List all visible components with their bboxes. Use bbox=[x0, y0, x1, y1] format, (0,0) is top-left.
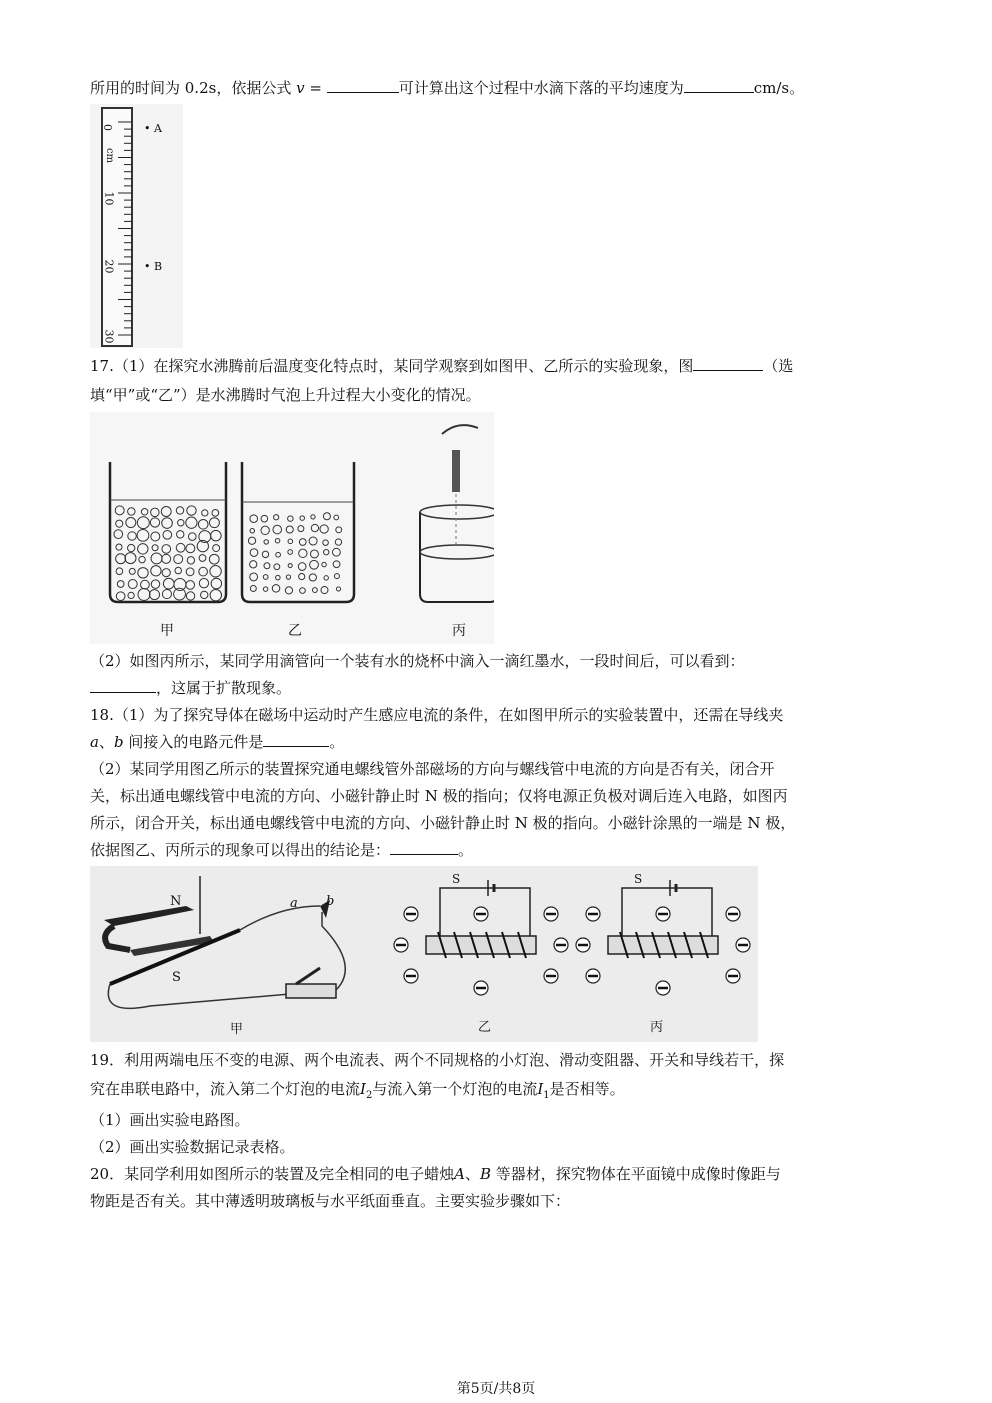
bubble bbox=[149, 590, 159, 600]
mark-a: A bbox=[154, 122, 162, 135]
bubble bbox=[264, 563, 270, 569]
bubble bbox=[309, 537, 317, 545]
bubble bbox=[286, 575, 290, 579]
bubble bbox=[263, 575, 268, 580]
figure-label-bing: 丙 bbox=[452, 623, 466, 639]
q17-part2-line-1 bbox=[90, 651, 745, 671]
bubble bbox=[128, 592, 134, 598]
bubble bbox=[250, 528, 255, 533]
bubble bbox=[250, 549, 258, 557]
text: （选 bbox=[763, 357, 794, 375]
bubble bbox=[276, 552, 281, 557]
bubble bbox=[151, 553, 162, 564]
clip-b-label: b bbox=[326, 894, 335, 909]
bubble bbox=[336, 527, 342, 533]
bubble bbox=[116, 520, 123, 527]
bubble bbox=[335, 539, 341, 545]
bubble bbox=[128, 544, 135, 551]
magnet-n-label: N bbox=[170, 894, 182, 909]
text: 填“甲”或“乙”）是水沸腾时气泡上升过程大小变化的情况。 bbox=[90, 386, 481, 404]
bubble bbox=[176, 507, 183, 514]
bubble bbox=[162, 518, 173, 529]
q18-line-6 bbox=[90, 840, 473, 860]
bubble bbox=[176, 543, 185, 552]
bubble bbox=[116, 592, 125, 601]
bubble bbox=[300, 588, 306, 594]
bubble bbox=[162, 554, 171, 563]
answer-blank[interactable] bbox=[693, 356, 763, 371]
bubble bbox=[188, 533, 196, 541]
bubble bbox=[336, 587, 340, 591]
bubble bbox=[311, 515, 315, 519]
text: ，这属于扩散现象。 bbox=[156, 679, 292, 697]
q20-line-1 bbox=[90, 1164, 781, 1184]
figure-label-yi: 乙 bbox=[288, 623, 302, 639]
text: 依据图乙、丙所示的现象可以得出的结论是： bbox=[90, 841, 391, 859]
bubble bbox=[177, 531, 184, 538]
bubble bbox=[114, 530, 123, 539]
text: 是否相等。 bbox=[549, 1080, 625, 1098]
bubble bbox=[116, 568, 123, 575]
text: 17.（1）在探究水沸腾前后温度变化特点时，某同学观察到如图甲、乙所示的实验现象，图 bbox=[90, 357, 694, 375]
bubble bbox=[175, 567, 181, 573]
bubble bbox=[209, 554, 219, 564]
bubble bbox=[322, 562, 326, 566]
bubble bbox=[298, 526, 304, 532]
unit: cm/s。 bbox=[753, 79, 805, 97]
bubble bbox=[137, 517, 149, 529]
candle-b: B bbox=[479, 1165, 491, 1183]
figure-label-jia: 甲 bbox=[160, 623, 174, 639]
bubble bbox=[151, 580, 159, 588]
q18-line-4 bbox=[90, 786, 788, 806]
bubble bbox=[288, 516, 294, 522]
bubble bbox=[116, 554, 126, 564]
bubble bbox=[186, 568, 194, 576]
text: 。 bbox=[458, 841, 474, 859]
bubble bbox=[310, 550, 318, 558]
clip-b: b bbox=[113, 733, 124, 751]
beakers-drawing bbox=[90, 412, 494, 644]
mark-a-label: • A bbox=[144, 122, 162, 135]
bubble bbox=[274, 564, 280, 570]
bubble bbox=[332, 548, 340, 556]
beakers-figure bbox=[90, 412, 494, 644]
bubble bbox=[210, 589, 221, 600]
text: （1）画出实验电路图。 bbox=[90, 1111, 250, 1129]
bubble bbox=[334, 574, 339, 579]
bubble bbox=[212, 510, 219, 517]
bubble bbox=[151, 508, 159, 516]
bubble bbox=[126, 517, 136, 527]
switch-label-yi: S bbox=[452, 872, 461, 886]
bubble bbox=[250, 515, 258, 523]
bubble bbox=[299, 549, 307, 557]
tick-label: 30 bbox=[102, 329, 116, 344]
bubble bbox=[178, 519, 184, 525]
answer-blank[interactable] bbox=[90, 678, 156, 693]
tick-label: 20 bbox=[102, 259, 116, 274]
answer-blank[interactable] bbox=[390, 840, 458, 855]
bubble bbox=[261, 526, 269, 534]
q17-line-2 bbox=[90, 385, 481, 405]
bubble bbox=[162, 545, 171, 554]
bubble bbox=[263, 587, 267, 591]
bubble bbox=[323, 513, 330, 520]
bubble bbox=[211, 530, 221, 540]
tick-label: 0 bbox=[101, 124, 114, 131]
bubble bbox=[174, 555, 183, 564]
text: （2）某同学用图乙所示的装置探究通电螺线管外部磁场的方向与螺线管中电流的方向是否有关，闭合开 bbox=[90, 760, 775, 778]
bubble bbox=[286, 526, 293, 533]
bubble bbox=[116, 544, 122, 550]
bubble bbox=[201, 591, 208, 598]
bubble bbox=[162, 569, 170, 577]
bubble bbox=[187, 506, 196, 515]
bubble bbox=[250, 561, 257, 568]
question-16-tail bbox=[90, 78, 804, 98]
bubble bbox=[151, 532, 160, 541]
q18-line-3 bbox=[90, 759, 775, 779]
answer-blank[interactable] bbox=[684, 78, 754, 93]
bubble bbox=[128, 508, 135, 515]
electromagnetism-figure bbox=[90, 866, 758, 1042]
bubble bbox=[129, 568, 135, 574]
bubble bbox=[272, 585, 280, 593]
bubble bbox=[141, 509, 147, 515]
bubble bbox=[128, 580, 137, 589]
text: 18.（1）为了探究导体在磁场中运动时产生感应电流的条件，在如图甲所示的实验装置中，还需在导线夹 bbox=[90, 706, 784, 724]
q19-line-1 bbox=[90, 1050, 784, 1070]
bubble bbox=[299, 573, 305, 579]
answer-blank[interactable] bbox=[263, 732, 329, 747]
bubble bbox=[276, 575, 281, 580]
bubble bbox=[162, 589, 171, 598]
q17-part2-line-2 bbox=[90, 678, 291, 698]
subscript: 1 bbox=[543, 1090, 550, 1101]
text: 等器材，探究物体在平面镜中成像时像距与 bbox=[490, 1165, 781, 1183]
bubble bbox=[211, 578, 222, 589]
bubble bbox=[138, 544, 148, 554]
bubble bbox=[300, 516, 305, 521]
bubble bbox=[273, 525, 282, 534]
bubble bbox=[202, 510, 208, 516]
bubble bbox=[141, 580, 150, 589]
bubble bbox=[163, 530, 172, 539]
bubble bbox=[288, 550, 293, 555]
text: 所示，闭合开关，标出通电螺线管中电流的方向、小磁针静止时 N 极的指向。小磁针涂黑的一端是 N 极， bbox=[90, 814, 796, 832]
ruler-figure bbox=[90, 104, 183, 348]
q19-step-1 bbox=[90, 1110, 250, 1130]
candle-a: A bbox=[454, 1165, 465, 1183]
bubble bbox=[115, 506, 124, 515]
mark-b-label: • B bbox=[144, 260, 163, 273]
bubble bbox=[139, 556, 145, 562]
q18-line-2 bbox=[90, 732, 344, 752]
text: 与流入第一个灯泡的电流 bbox=[372, 1080, 538, 1098]
bubble bbox=[285, 587, 292, 594]
ruler-drawing bbox=[90, 104, 183, 348]
bubble bbox=[309, 574, 316, 581]
bubble bbox=[274, 515, 279, 520]
answer-blank[interactable] bbox=[327, 78, 399, 93]
clip-a-label: a bbox=[290, 896, 298, 911]
text: （2）画出实验数据记录表格。 bbox=[90, 1138, 295, 1156]
clip-a: a bbox=[90, 733, 99, 751]
text: 、 bbox=[464, 1165, 480, 1183]
bubble bbox=[137, 529, 149, 541]
bubble bbox=[138, 588, 150, 600]
bubble bbox=[128, 532, 136, 540]
q17-line-1 bbox=[90, 356, 793, 376]
bubble bbox=[209, 518, 219, 528]
mark-b: B bbox=[154, 260, 163, 273]
bubble bbox=[321, 587, 328, 594]
bubble bbox=[248, 537, 255, 544]
bubble bbox=[199, 555, 206, 562]
bubble bbox=[198, 519, 208, 529]
subscript: 2 bbox=[365, 1090, 373, 1101]
bubble bbox=[186, 544, 195, 553]
text: 。 bbox=[329, 733, 345, 751]
text: （2）如图丙所示，某同学用滴管向一个装有水的烧杯中滴入一滴红墨水，一段时间后，可以看到： bbox=[90, 652, 745, 670]
bubble bbox=[299, 539, 306, 546]
bubble bbox=[324, 549, 329, 554]
velocity-symbol: v bbox=[296, 79, 305, 97]
page-footer: 第5页/共8页 bbox=[456, 1381, 536, 1397]
text: 20．某同学利用如图所示的装置及完全相同的电子蜡烛 bbox=[90, 1165, 455, 1183]
text: 、 bbox=[98, 733, 114, 751]
bubble bbox=[186, 581, 195, 590]
bubble bbox=[187, 557, 194, 564]
text: 19．利用两端电压不变的电源、两个电流表、两个不同规格的小灯泡、滑动变阻器、开关和导线若干，探 bbox=[90, 1051, 785, 1069]
bubble bbox=[320, 525, 328, 533]
bubble bbox=[163, 578, 174, 589]
unit-label: cm bbox=[104, 147, 116, 164]
bubble bbox=[288, 564, 292, 568]
q18-line-5 bbox=[90, 813, 795, 833]
switch-label-bing: S bbox=[634, 872, 643, 886]
current-i1: I bbox=[537, 1080, 544, 1098]
figure-label-yi: 乙 bbox=[478, 1020, 492, 1035]
q18-line-1 bbox=[90, 705, 783, 725]
bubble bbox=[250, 573, 258, 581]
bubble bbox=[288, 539, 293, 544]
tick-label: 10 bbox=[102, 191, 116, 206]
bubble bbox=[311, 524, 318, 531]
bubble bbox=[334, 515, 339, 520]
bubble bbox=[261, 515, 268, 522]
bubble bbox=[199, 579, 208, 588]
bubble bbox=[186, 592, 194, 600]
text: 关，标出通电螺线管中电流的方向、小磁针静止时 N 极的指向；仅将电源正负极对调后连入电路，如图丙 bbox=[90, 787, 788, 805]
bubble bbox=[150, 518, 159, 527]
figure-label-bing: 丙 bbox=[650, 1020, 664, 1035]
figure-label-jia: 甲 bbox=[230, 1022, 244, 1037]
bubble bbox=[125, 553, 136, 564]
bubble bbox=[138, 568, 148, 578]
bubble bbox=[323, 540, 329, 546]
bubble bbox=[275, 538, 280, 543]
bubble bbox=[151, 566, 161, 576]
text: 物距是否有关。其中薄透明玻璃板与水平纸面垂直。主要实验步骤如下： bbox=[90, 1192, 571, 1210]
q19-line-2 bbox=[90, 1079, 625, 1106]
bubble bbox=[312, 588, 317, 593]
q19-step-2 bbox=[90, 1137, 295, 1157]
bubble bbox=[250, 585, 256, 591]
text: 究在串联电路中，流入第二个灯泡的电流 bbox=[90, 1080, 361, 1098]
text: 间接入的电路元件是 bbox=[123, 733, 264, 751]
bubble bbox=[310, 560, 319, 569]
bubble bbox=[262, 551, 268, 557]
bubble bbox=[199, 567, 208, 576]
text: 可计算出这个过程中水滴下落的平均速度为 bbox=[398, 79, 684, 97]
bubble bbox=[333, 561, 340, 568]
current-i2: I bbox=[360, 1080, 366, 1098]
bubble bbox=[117, 581, 124, 588]
bubble bbox=[186, 517, 197, 528]
bubble bbox=[324, 576, 328, 580]
magnet-s-label: S bbox=[172, 970, 181, 985]
text: = bbox=[304, 79, 327, 97]
text: 所用的时间为 0.2s，依据公式 bbox=[90, 79, 292, 97]
bubble bbox=[213, 545, 220, 552]
bubble bbox=[264, 540, 268, 544]
bubble bbox=[161, 507, 171, 517]
bubble bbox=[298, 563, 306, 571]
bubble bbox=[210, 566, 221, 577]
q20-line-2 bbox=[90, 1191, 570, 1211]
bubble bbox=[152, 545, 158, 551]
